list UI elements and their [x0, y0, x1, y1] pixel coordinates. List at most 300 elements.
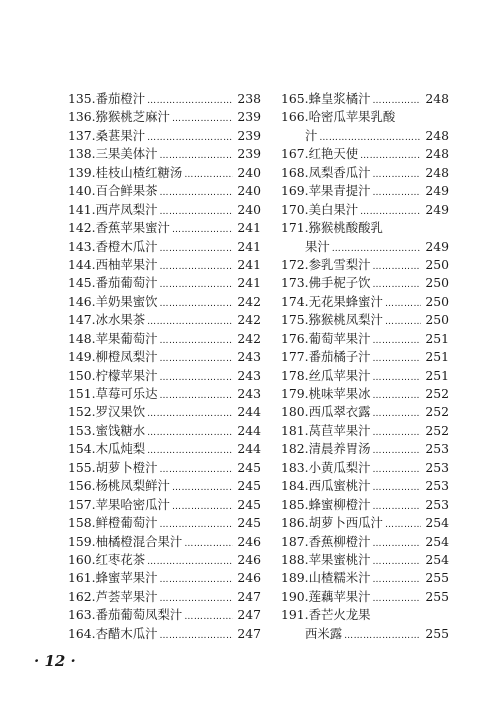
dot-leader — [373, 440, 421, 460]
toc-entry-row — [281, 311, 449, 329]
entry-page-number: 254 — [425, 551, 449, 567]
entry-page-number: 251 — [425, 349, 449, 365]
entry-number: 141. — [68, 201, 96, 217]
toc-entry-row — [68, 201, 261, 219]
entry-number: 167. — [281, 146, 309, 162]
dot-leader — [160, 274, 233, 294]
toc-entry — [68, 164, 261, 182]
toc-entry-row — [281, 293, 449, 311]
entry-page-number: 245 — [237, 459, 261, 475]
toc-entry — [68, 219, 261, 237]
toc-entry-row — [68, 293, 261, 311]
entry-page-number: 252 — [425, 386, 449, 401]
entry-page-number: 244 — [237, 441, 261, 457]
dot-leader — [160, 588, 233, 608]
entry-number: 156. — [68, 478, 96, 494]
entry-page-number: 247 — [237, 625, 261, 641]
entry-title: 清晨养胃汤 — [308, 441, 371, 457]
entry-title: 木瓜炖梨 — [95, 441, 146, 457]
entry-title: 番茄橘子汁 — [308, 349, 371, 365]
toc-entry — [281, 108, 449, 126]
toc-entry — [68, 440, 261, 458]
toc-entry — [68, 459, 261, 477]
entry-page-number: 241 — [237, 220, 261, 236]
dot-leader — [373, 477, 421, 497]
toc-entry — [281, 440, 449, 458]
entry-page-number: 244 — [237, 404, 261, 420]
entry-page-number: 242 — [237, 312, 261, 328]
entry-title: 桑葚果汁 — [95, 127, 146, 143]
dot-leader — [373, 330, 421, 350]
dot-leader — [373, 274, 421, 294]
dot-leader — [160, 256, 233, 276]
toc-entry-row — [281, 606, 449, 624]
entry-page-number: 243 — [237, 367, 261, 383]
toc-entry-row — [281, 182, 449, 200]
entry-title: 猕猴桃酸酸乳 — [308, 220, 383, 236]
toc-entry-row — [68, 108, 261, 126]
toc-entry — [68, 533, 261, 551]
entry-number: 149. — [68, 349, 96, 365]
toc-entry — [281, 127, 449, 145]
entry-page-number: 241 — [237, 256, 261, 272]
toc-entry-row — [68, 90, 261, 108]
entry-number: 161. — [68, 570, 96, 586]
entry-title: 香橙木瓜汁 — [95, 238, 158, 254]
dot-leader — [373, 348, 421, 368]
entry-title: 佛手柅子饮 — [308, 275, 371, 291]
entry-title: 蜜饯糖水 — [95, 422, 146, 438]
entry-title: 香芒火龙果 — [308, 607, 371, 623]
toc-entry-row — [281, 256, 449, 274]
toc-entry — [68, 514, 261, 532]
toc-entry-row — [68, 403, 261, 421]
entry-number: 148. — [68, 330, 96, 346]
entry-page-number: 239 — [237, 146, 261, 162]
entry-number: 180. — [281, 404, 309, 420]
entry-number: 173. — [281, 275, 309, 291]
toc-entry — [68, 311, 261, 329]
entry-title: 果汁 — [305, 238, 330, 254]
toc-entry-row — [68, 219, 261, 237]
entry-number: 163. — [68, 607, 96, 623]
entry-page-number: 247 — [237, 588, 261, 604]
entry-page-number: 252 — [425, 404, 449, 420]
dot-leader — [147, 403, 233, 423]
toc-entry — [281, 90, 449, 108]
dot-leader — [373, 256, 421, 276]
toc-entry-row — [281, 459, 449, 477]
entry-number: 157. — [68, 496, 96, 512]
entry-number: 162. — [68, 588, 96, 604]
toc-entry — [281, 422, 449, 440]
entry-number: 152. — [68, 404, 96, 420]
entry-number: 158. — [68, 515, 96, 531]
entry-page-number: 253 — [425, 441, 449, 457]
entry-number: 191. — [281, 607, 309, 623]
page-number: · 12 · — [34, 652, 76, 670]
toc-entry — [281, 182, 449, 200]
toc-entry — [281, 385, 449, 403]
toc-entry — [281, 514, 449, 532]
entry-number: 188. — [281, 551, 309, 567]
dot-leader — [373, 459, 421, 479]
entry-number: 165. — [281, 91, 309, 106]
entry-title: 草莓可乐达 — [95, 386, 158, 401]
dot-leader — [184, 606, 233, 626]
entry-title: 苹果哈密瓜汁 — [95, 496, 170, 512]
entry-title: 杨桃凤梨鲜汁 — [95, 478, 170, 494]
entry-page-number: 240 — [237, 164, 261, 180]
toc-entry — [281, 201, 449, 219]
dot-leader — [160, 514, 233, 534]
entry-title: 美白果汁 — [308, 201, 359, 217]
dot-leader — [147, 311, 233, 331]
toc-entry-row — [281, 238, 449, 256]
toc-entry-row — [281, 422, 449, 440]
entry-title: 罗汉果饮 — [95, 404, 146, 420]
entry-page-number: 246 — [237, 533, 261, 549]
toc-entry — [281, 403, 449, 421]
toc-entry — [68, 606, 261, 624]
entry-page-number: 248 — [425, 91, 449, 106]
toc-entry — [281, 533, 449, 551]
entry-title: 西瓜蜜桃汁 — [308, 478, 371, 494]
entry-number: 178. — [281, 367, 309, 383]
entry-number: 186. — [281, 515, 309, 531]
entry-page-number: 245 — [237, 496, 261, 512]
entry-title: 番茄葡萄汁 — [95, 275, 158, 291]
toc-entry — [68, 625, 261, 643]
entry-number: 168. — [281, 164, 309, 180]
toc-entry — [281, 256, 449, 274]
entry-page-number: 253 — [425, 459, 449, 475]
dot-leader — [373, 551, 421, 571]
dot-leader — [172, 219, 233, 239]
toc-entry-row — [68, 367, 261, 385]
dot-leader — [373, 588, 421, 608]
toc-entry — [68, 496, 261, 514]
entry-number: 183. — [281, 459, 309, 475]
toc-entry-row — [68, 440, 261, 458]
toc-entry — [68, 201, 261, 219]
toc-entry — [281, 569, 449, 587]
entry-number: 150. — [68, 367, 96, 383]
entry-title: 红艳天使 — [308, 146, 359, 162]
dot-leader — [373, 164, 421, 184]
toc-entry-row — [281, 348, 449, 366]
entry-title: 柚橘橙混合果汁 — [95, 533, 183, 549]
entry-number: 137. — [68, 127, 96, 143]
entry-page-number: 242 — [237, 293, 261, 309]
entry-page-number: 250 — [425, 312, 449, 328]
toc-entry — [281, 164, 449, 182]
entry-number: 172. — [281, 256, 309, 272]
toc-entry-row — [68, 477, 261, 495]
dot-leader — [373, 367, 421, 387]
toc-entry — [281, 477, 449, 495]
entry-title: 杏醋木瓜汁 — [95, 625, 158, 641]
entry-number: 170. — [281, 201, 309, 217]
entry-page-number: 253 — [425, 478, 449, 494]
entry-title: 蜂蜜柳橙汁 — [308, 496, 371, 512]
entry-page-number: 252 — [425, 422, 449, 438]
dot-leader — [373, 385, 421, 405]
entry-title: 参乳雪梨汁 — [308, 256, 371, 272]
toc-entry-row — [68, 514, 261, 532]
dot-leader — [160, 182, 233, 202]
dot-leader — [360, 201, 421, 221]
entry-page-number: 241 — [237, 275, 261, 291]
entry-title: 桂枝山楂红糖汤 — [95, 164, 183, 180]
toc-entry-row — [68, 164, 261, 182]
toc-entry-row — [281, 477, 449, 495]
dot-leader — [184, 164, 233, 184]
entry-title: 山楂糯米汁 — [308, 570, 371, 586]
entry-page-number: 249 — [425, 201, 449, 217]
entry-page-number: 251 — [425, 330, 449, 346]
entry-page-number: 250 — [425, 293, 449, 309]
toc-entry — [68, 403, 261, 421]
dot-leader — [332, 238, 421, 258]
toc-entry-row — [281, 145, 449, 163]
toc-entry — [68, 90, 261, 108]
entry-number: 151. — [68, 386, 96, 401]
toc-entry-row — [281, 385, 449, 403]
entry-number: 153. — [68, 422, 96, 438]
entry-number: 154. — [68, 441, 96, 457]
entry-number: 146. — [68, 293, 96, 309]
entry-number: 155. — [68, 459, 96, 475]
toc-entry — [281, 551, 449, 569]
toc-entry — [281, 145, 449, 163]
entry-title: 汁 — [305, 127, 318, 143]
dot-leader — [373, 422, 421, 442]
entry-number: 135. — [68, 91, 96, 106]
entry-title: 苹果葡萄汁 — [95, 330, 158, 346]
entry-number: 147. — [68, 312, 96, 328]
entry-page-number: 248 — [425, 127, 449, 143]
entry-number: 175. — [281, 312, 309, 328]
dot-leader — [160, 145, 233, 165]
toc-entry-row — [281, 551, 449, 569]
entry-number: 176. — [281, 330, 309, 346]
toc-entry-row — [68, 588, 261, 606]
dot-leader — [147, 440, 233, 460]
dot-leader — [373, 533, 421, 553]
entry-number: 145. — [68, 275, 96, 291]
entry-title: 西芹凤梨汁 — [95, 201, 158, 217]
entry-number: 166. — [281, 109, 309, 125]
toc-entry — [281, 311, 449, 329]
dot-leader — [385, 293, 421, 313]
toc-entry — [281, 274, 449, 292]
entry-number: 185. — [281, 496, 309, 512]
toc-entry-row — [68, 625, 261, 643]
entry-number: 181. — [281, 422, 309, 438]
entry-number: 136. — [68, 109, 96, 125]
toc-entry — [68, 588, 261, 606]
entry-page-number: 246 — [237, 570, 261, 586]
entry-page-number: 250 — [425, 256, 449, 272]
toc-entry-row — [68, 311, 261, 329]
toc-entry-row — [68, 422, 261, 440]
toc-entry-row — [68, 182, 261, 200]
entry-page-number: 241 — [237, 238, 261, 254]
dot-leader — [360, 145, 421, 165]
entry-number: 189. — [281, 570, 309, 586]
toc-entry — [68, 182, 261, 200]
toc-left-column — [68, 90, 261, 643]
dot-leader — [184, 533, 233, 553]
entry-number: 159. — [68, 533, 96, 549]
dot-leader — [172, 477, 233, 497]
toc-entry-row — [281, 403, 449, 421]
dot-leader — [160, 569, 233, 589]
entry-page-number: 239 — [237, 127, 261, 143]
entry-page-number: 255 — [425, 625, 449, 641]
entry-title: 冰水果茶 — [95, 312, 146, 328]
entry-title: 凤梨香瓜汁 — [308, 164, 371, 180]
entry-title: 百合鲜果茶 — [95, 183, 158, 199]
dot-leader — [147, 551, 233, 571]
toc-entry — [68, 256, 261, 274]
entry-number: 184. — [281, 478, 309, 494]
dot-leader — [160, 367, 233, 387]
toc-entry — [68, 569, 261, 587]
entry-page-number: 248 — [425, 146, 449, 162]
toc-entry — [281, 625, 449, 643]
toc-right-column — [281, 90, 449, 643]
entry-page-number: 244 — [237, 422, 261, 438]
entry-title: 香蕉柳橙汁 — [308, 533, 371, 549]
entry-title: 苹果蜜桃汁 — [308, 551, 371, 567]
toc-entry-row — [281, 108, 449, 126]
toc-entry-row — [68, 348, 261, 366]
entry-page-number: 249 — [425, 238, 449, 254]
toc-entry — [68, 477, 261, 495]
entry-page-number: 243 — [237, 349, 261, 365]
dot-leader — [160, 625, 233, 645]
entry-number: 187. — [281, 533, 309, 549]
entry-title: 蜂蜜苹果汁 — [95, 570, 158, 586]
toc-entry-row — [281, 164, 449, 182]
entry-title: 柠檬苹果汁 — [95, 367, 158, 383]
entry-page-number: 242 — [237, 330, 261, 346]
toc-entry-row — [68, 274, 261, 292]
toc-entry — [68, 293, 261, 311]
entry-number: 164. — [68, 625, 96, 641]
entry-page-number: 240 — [237, 201, 261, 217]
toc-entry-row — [281, 219, 449, 237]
entry-title: 猕猴桃芝麻汁 — [95, 109, 170, 125]
toc-entry-row — [281, 367, 449, 385]
toc-entry-row — [281, 588, 449, 606]
entry-title: 芦荟苹果汁 — [95, 588, 158, 604]
dot-leader — [385, 311, 421, 331]
entry-title: 苹果青提汁 — [308, 183, 371, 199]
entry-title: 葡萄苹果汁 — [308, 330, 371, 346]
toc-entry-row — [68, 606, 261, 624]
toc-entry-row — [281, 330, 449, 348]
entry-title: 西米露 — [305, 625, 343, 641]
toc-entry-row — [68, 459, 261, 477]
entry-title: 无花果蜂蜜汁 — [308, 293, 383, 309]
entry-title: 小黄瓜梨汁 — [308, 459, 371, 475]
entry-title: 猕猴桃凤梨汁 — [308, 312, 383, 328]
entry-number: 177. — [281, 349, 309, 365]
dot-leader — [160, 238, 233, 258]
toc-entry — [281, 496, 449, 514]
dot-leader — [172, 108, 233, 128]
toc-entry — [68, 127, 261, 145]
entry-number: 143. — [68, 238, 96, 254]
entry-number: 174. — [281, 293, 309, 309]
entry-number: 179. — [281, 386, 309, 401]
entry-title: 西瓜翠衣露 — [308, 404, 371, 420]
entry-number: 140. — [68, 183, 96, 199]
dot-leader — [147, 422, 233, 442]
entry-number: 138. — [68, 146, 96, 162]
entry-page-number: 255 — [425, 588, 449, 604]
dot-leader — [385, 514, 421, 534]
entry-title: 柳橙凤梨汁 — [95, 349, 158, 365]
toc-entry-row — [281, 569, 449, 587]
toc-entry-row — [281, 440, 449, 458]
toc-entry — [281, 219, 449, 237]
toc-entry — [68, 348, 261, 366]
entry-title: 胡萝卜橙汁 — [95, 459, 158, 475]
entry-number: 160. — [68, 551, 96, 567]
entry-title: 莲藕苹果汁 — [308, 588, 371, 604]
entry-page-number: 245 — [237, 515, 261, 531]
entry-title: 丝瓜苹果汁 — [308, 367, 371, 383]
entry-number: 169. — [281, 183, 309, 199]
entry-title: 莴苣苹果汁 — [308, 422, 371, 438]
entry-page-number: 255 — [425, 570, 449, 586]
toc-entry — [281, 367, 449, 385]
toc-entry — [68, 330, 261, 348]
entry-number: 190. — [281, 588, 309, 604]
dot-leader — [160, 330, 233, 350]
toc-entry-row — [281, 201, 449, 219]
entry-page-number: 239 — [237, 109, 261, 125]
entry-page-number: 249 — [425, 183, 449, 199]
entry-title: 西柚苹果汁 — [95, 256, 158, 272]
toc-entry — [68, 422, 261, 440]
toc-entry — [281, 348, 449, 366]
entry-number: 182. — [281, 441, 309, 457]
entry-number: 139. — [68, 164, 96, 180]
toc-entry-row — [281, 90, 449, 108]
toc-entry — [68, 145, 261, 163]
entry-page-number: 240 — [237, 183, 261, 199]
toc-entry — [281, 238, 449, 256]
entry-page-number: 246 — [237, 551, 261, 567]
entry-page-number: 243 — [237, 386, 261, 401]
entry-page-number: 245 — [237, 478, 261, 494]
toc-entry — [68, 367, 261, 385]
entry-title: 鲜橙葡萄汁 — [95, 515, 158, 531]
toc-entry-row — [68, 256, 261, 274]
toc-entry-row — [68, 330, 261, 348]
dot-leader — [147, 127, 233, 147]
toc-entry-row — [68, 569, 261, 587]
entry-title: 香蕉苹果蜜汁 — [95, 220, 170, 236]
dot-leader — [160, 348, 233, 368]
toc-entry-row — [68, 145, 261, 163]
entry-number: 142. — [68, 220, 96, 236]
